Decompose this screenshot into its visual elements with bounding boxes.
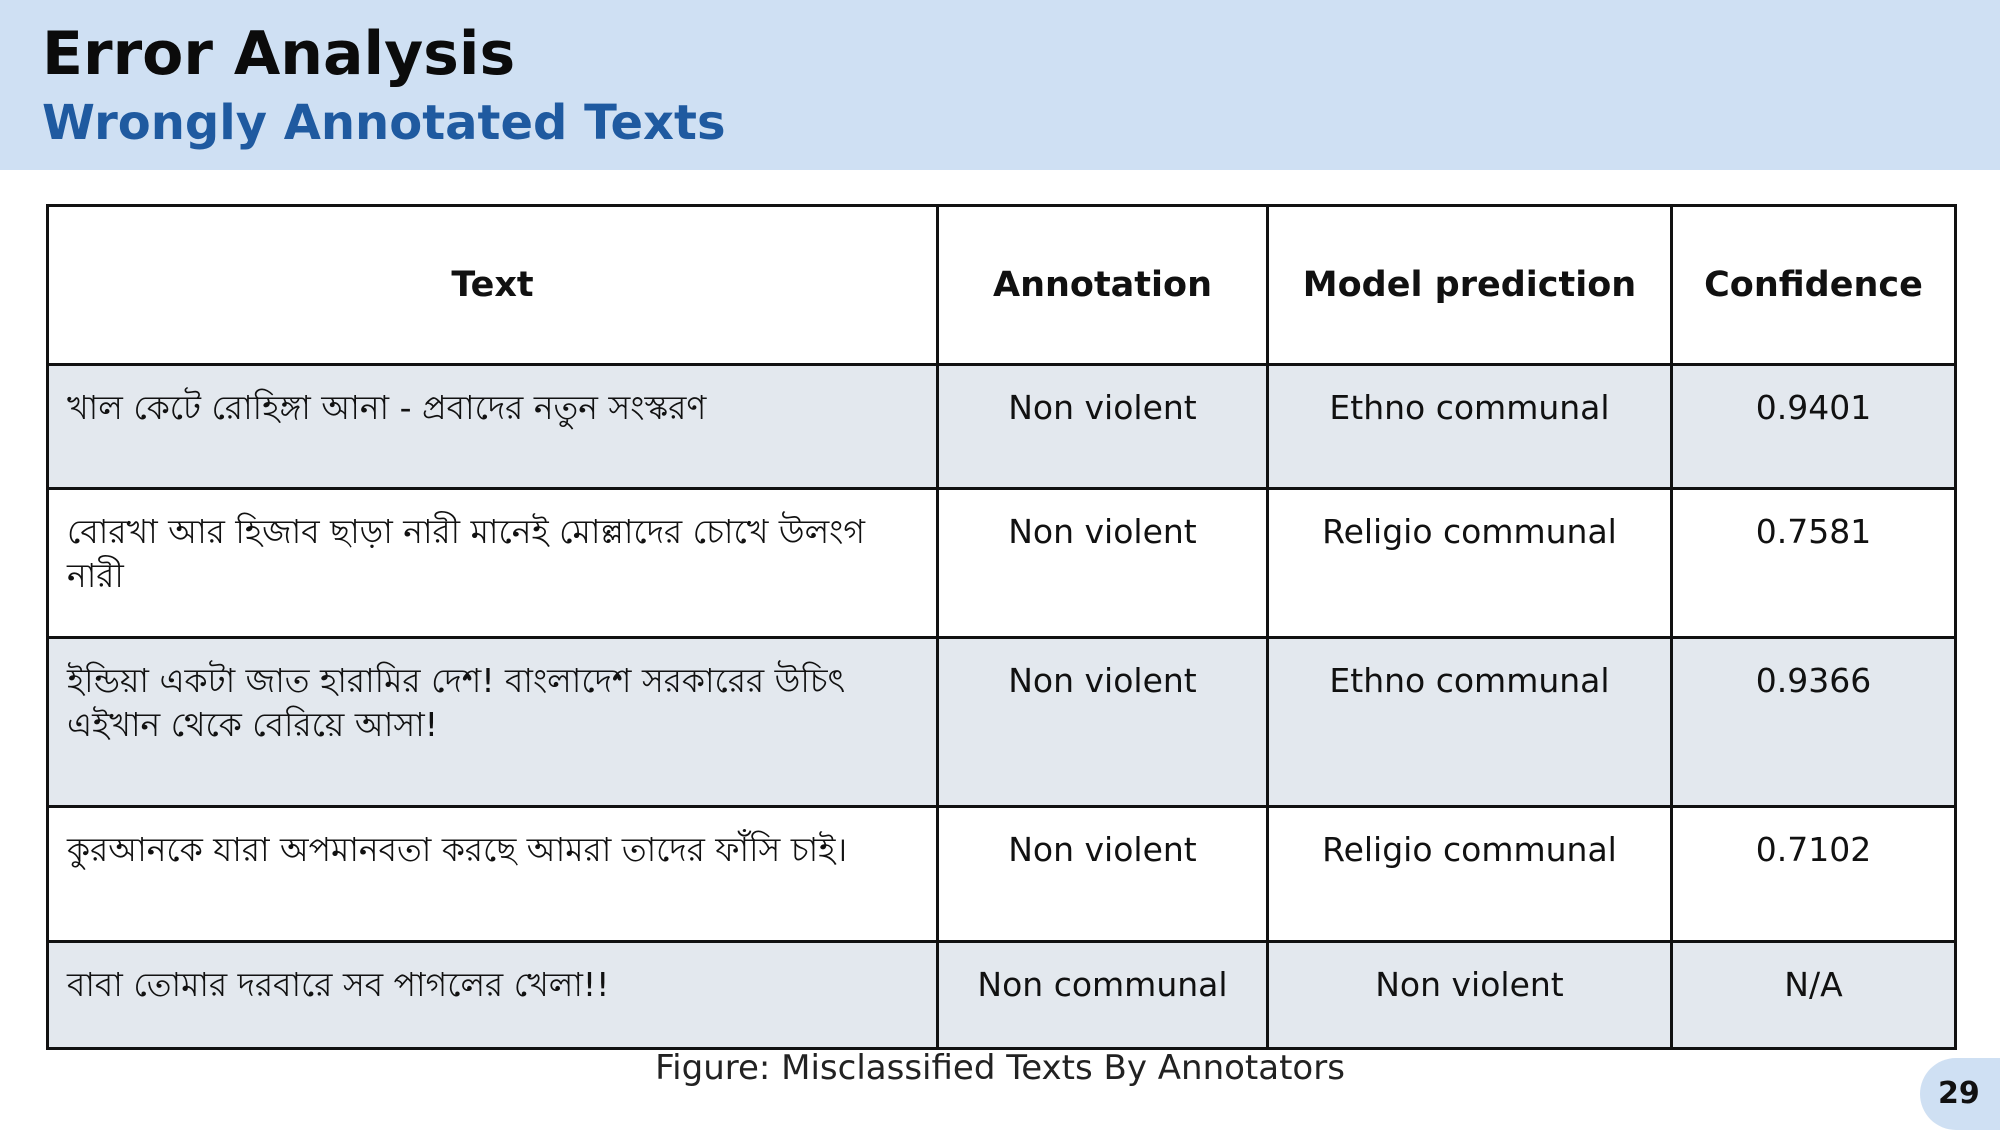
- column-header-model-prediction: Model prediction: [1268, 206, 1672, 365]
- page-title: Error Analysis: [42, 19, 516, 89]
- table-row: [48, 638, 1956, 807]
- prediction-cell: Non violent: [1268, 942, 1672, 1049]
- annotation-cell: Non violent: [938, 489, 1268, 638]
- confidence-cell: 0.7102: [1672, 807, 1956, 942]
- column-header-confidence: Confidence: [1672, 206, 1956, 365]
- confidence-cell: 0.7581: [1672, 489, 1956, 638]
- table-row: [48, 942, 1956, 1049]
- prediction-cell: Ethno communal: [1268, 638, 1672, 807]
- table-row: [48, 489, 1956, 638]
- table-row: [48, 365, 1956, 489]
- confidence-cell: N/A: [1672, 942, 1956, 1049]
- column-header-text: Text: [48, 206, 938, 365]
- text-cell: খাল কেটে রোহিঙ্গা আনা - প্রবাদের নতুন সংস্করণ: [48, 365, 938, 489]
- annotation-cell: Non violent: [938, 807, 1268, 942]
- page-number: 29: [1938, 1076, 1980, 1111]
- page-subtitle: Wrongly Annotated Texts: [42, 95, 726, 151]
- prediction-cell: Ethno communal: [1268, 365, 1672, 489]
- text-cell: ইন্ডিয়া একটা জাত হারামির দেশ! বাংলাদেশ সরকারের উচিৎ এইখান থেকে বেরিয়ে আসা!: [48, 638, 938, 807]
- misclassified-texts-table: [46, 204, 1957, 1050]
- text-cell: বোরখা আর হিজাব ছাড়া নারী মানেই মোল্লাদের চোখে উলংগ নারী: [48, 489, 938, 638]
- table-row: [48, 807, 1956, 942]
- prediction-cell: Religio communal: [1268, 807, 1672, 942]
- confidence-cell: 0.9366: [1672, 638, 1956, 807]
- prediction-cell: Religio communal: [1268, 489, 1672, 638]
- confidence-cell: 0.9401: [1672, 365, 1956, 489]
- annotation-cell: Non violent: [938, 365, 1268, 489]
- column-header-annotation: Annotation: [938, 206, 1268, 365]
- text-cell: বাবা তোমার দরবারে সব পাগলের খেলা!!: [48, 942, 938, 1049]
- text-cell: কুরআনকে যারা অপমানবতা করছে আমরা তাদের ফাঁসি চাই।: [48, 807, 938, 942]
- annotation-cell: Non communal: [938, 942, 1268, 1049]
- figure-caption: Figure: Misclassified Texts By Annotators: [655, 1048, 1345, 1088]
- table-header-row: [48, 206, 1956, 365]
- annotation-cell: Non violent: [938, 638, 1268, 807]
